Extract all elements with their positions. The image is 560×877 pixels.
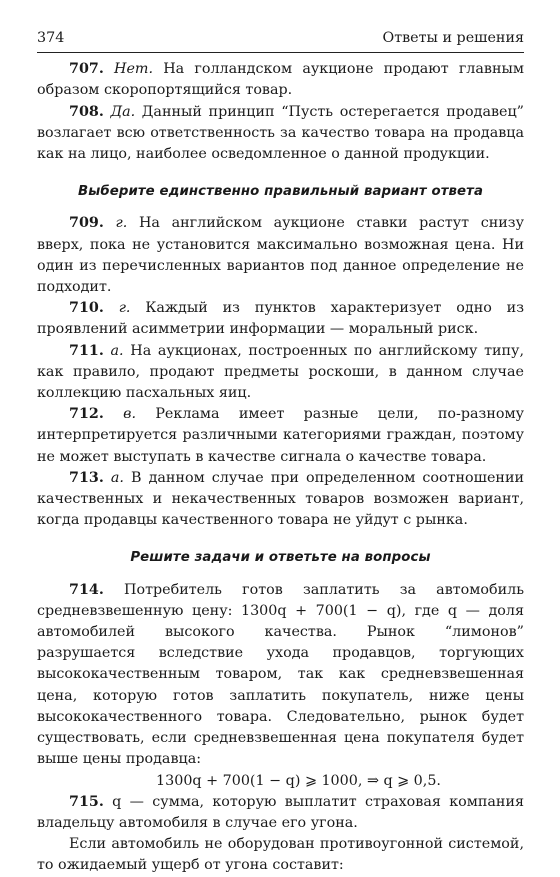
answer-709 — [37, 213, 524, 298]
answer-letter: г. — [115, 215, 128, 232]
answer-715 — [37, 792, 524, 834]
answer-text: На аукционах, построенных по английскому типу, как правило, продают предметы роскоши, в данном случае коллекцию пасхальных яиц. — [37, 342, 524, 402]
answer-number: 712. — [69, 406, 104, 423]
answer-text: Данный принцип “Пусть остерегается продавец” возлагает всю ответственность за качество товара на продавца как на лицо, наиболее осведомленное о данной продукции. — [37, 103, 524, 163]
answer-verdict: Да. — [110, 103, 136, 120]
answer-number: 711. — [69, 342, 104, 359]
answer-number: 707. — [69, 61, 104, 78]
answer-number: 709. — [69, 215, 104, 232]
answer-text: Потребитель готов заплатить за автомобиль средневзвешенную цену: 1300q + 700(1 − q), где q — доля автомобилей высокого качества. Рынок “лимонов” разрушается вследствие ухода продавцов, торгующих высококачественным товаром, так как средневзвешенная цена, которую готов заплатить покупатель, ниже цены высококачественного товара. Следовательно, рынок будет существовать, если средневзвешенная цена покупателя будет выше цены продавца: — [37, 581, 524, 768]
answer-letter: а. — [110, 469, 124, 486]
answer-710 — [37, 298, 524, 340]
answer-number: 715. — [69, 793, 104, 810]
answer-letter: а. — [110, 342, 124, 359]
answer-text: На английском аукционе ставки растут снизу вверх, пока не установится максимально возможная цена. Ни один из перечисленных вариантов под данное определение не подходит. — [37, 215, 524, 296]
answer-verdict: Нет. — [114, 61, 154, 78]
answer-711 — [37, 341, 524, 405]
running-title: Ответы и решения — [382, 30, 524, 46]
running-head — [37, 28, 524, 53]
answer-text: На голландском аукционе продают главным образом скоропортящийся товар. — [37, 61, 524, 99]
answer-number: 714. — [69, 581, 104, 598]
answer-number: 708. — [69, 103, 104, 120]
answer-number: 710. — [69, 300, 104, 317]
answer-708 — [37, 102, 524, 166]
answer-text: Каждый из пунктов характеризует одно из проявлений асимметрии информации — моральный риск. — [37, 300, 525, 338]
answer-715-continuation: Если автомобиль не оборудован противоугонной системой, то ожидаемый ущерб от угона составит: — [37, 836, 524, 874]
answer-text: q — сумма, которую выплатит страховая компания владельцу автомобиля в случае его угона. — [37, 793, 524, 831]
answer-letter: в. — [123, 406, 137, 423]
answer-letter: г. — [118, 300, 131, 317]
answer-707 — [37, 59, 524, 101]
page-number: 374 — [37, 30, 65, 46]
answer-714 — [37, 580, 524, 771]
section-heading-problems: Решите задачи и ответьте на вопросы — [130, 550, 431, 566]
answer-text: В данном случае при определенном соотношении качественных и некачественных товаров возможен вариант, когда продавцы качественного товара не уйдут с рынка. — [37, 469, 525, 529]
answer-number: 713. — [69, 469, 104, 486]
answer-text: Реклама имеет разные цели, по-разному интерпретируется различными категориями граждан, поэтому не может выступать в качестве сигнала о качестве товара. — [37, 406, 525, 465]
answer-713 — [37, 468, 524, 532]
answer-712 — [37, 404, 524, 468]
formula: 1300q + 700(1 − q) ⩾ 1000, ⇒ q ⩾ 0,5. — [156, 772, 441, 789]
section-heading-choice: Выберите единственно правильный вариант ответа — [77, 184, 484, 200]
